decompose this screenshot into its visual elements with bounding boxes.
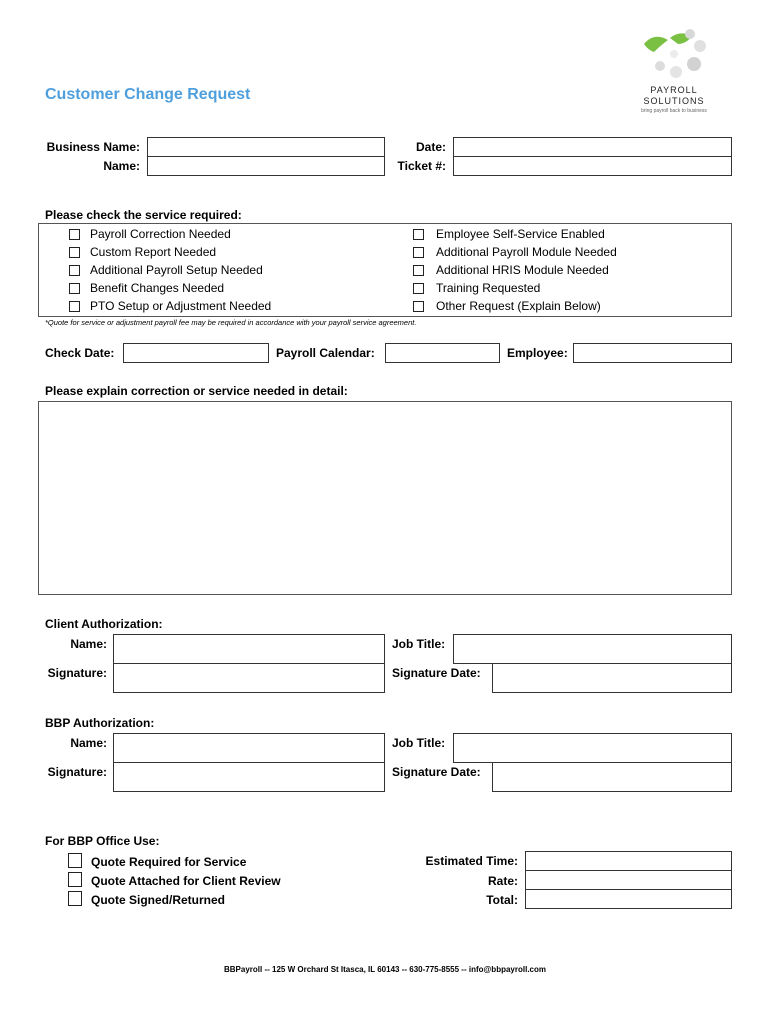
checkbox-benefit-changes[interactable]	[69, 283, 80, 294]
logo-wordmark	[628, 85, 720, 107]
option-employee-self-service: Employee Self-Service Enabled	[436, 227, 605, 241]
checkbox-quote-signed[interactable]	[68, 891, 82, 906]
client-signature-date-label: Signature Date:	[392, 666, 481, 680]
page-title: Customer Change Request	[45, 86, 251, 103]
name-field[interactable]	[147, 156, 385, 176]
checkbox-training-requested[interactable]	[413, 283, 424, 294]
option-custom-report: Custom Report Needed	[90, 245, 217, 259]
option-training-requested: Training Requested	[436, 281, 541, 295]
business-name-label: Business Name:	[46, 140, 140, 154]
checkbox-additional-payroll-module[interactable]	[413, 247, 424, 258]
payroll-calendar-field[interactable]	[385, 343, 500, 363]
name-label: Name:	[103, 159, 140, 173]
checkbox-employee-self-service[interactable]	[413, 229, 424, 240]
date-label: Date:	[415, 140, 446, 154]
option-pto-setup: PTO Setup or Adjustment Needed	[90, 299, 272, 313]
rate-label: Rate:	[487, 874, 518, 888]
logo-icon	[640, 22, 712, 84]
ticket-label: Ticket #:	[397, 159, 446, 173]
total-field[interactable]	[525, 889, 732, 909]
business-name-field[interactable]	[147, 137, 385, 157]
logo-line1: PAYROLL	[650, 85, 698, 95]
client-name-field[interactable]	[113, 634, 385, 664]
option-quote-required: Quote Required for Service	[91, 855, 247, 869]
client-job-title-field[interactable]	[453, 634, 732, 664]
bbp-name-field[interactable]	[113, 733, 385, 763]
client-signature-field[interactable]	[113, 663, 385, 693]
bbp-job-title-field[interactable]	[453, 733, 732, 763]
estimated-time-label: Estimated Time:	[425, 854, 518, 868]
option-payroll-correction: Payroll Correction Needed	[90, 227, 231, 241]
client-auth-heading: Client Authorization:	[45, 617, 163, 631]
checkbox-quote-required[interactable]	[68, 853, 82, 868]
bbp-job-title-label: Job Title:	[392, 736, 446, 750]
explain-label: Please explain correction or service needed in detail:	[45, 384, 348, 398]
bbp-signature-field[interactable]	[113, 762, 385, 792]
estimated-time-field[interactable]	[525, 851, 732, 871]
bbp-auth-heading: BBP Authorization:	[45, 716, 155, 730]
date-field[interactable]	[453, 137, 732, 157]
rate-field[interactable]	[525, 870, 732, 890]
option-quote-attached: Quote Attached for Client Review	[91, 874, 281, 888]
client-signature-label: Signature:	[47, 666, 107, 680]
option-benefit-changes: Benefit Changes Needed	[90, 281, 225, 295]
total-label: Total:	[486, 893, 518, 907]
option-additional-payroll-module: Additional Payroll Module Needed	[436, 245, 617, 259]
employee-label: Employee:	[507, 346, 568, 360]
payroll-calendar-label: Payroll Calendar:	[276, 346, 375, 360]
checkbox-pto-setup[interactable]	[69, 301, 80, 312]
checkbox-additional-payroll-setup[interactable]	[69, 265, 80, 276]
logo-tagline: bring payroll back to business	[641, 108, 707, 114]
bbp-signature-date-label: Signature Date:	[392, 765, 481, 779]
check-date-label: Check Date:	[45, 346, 115, 360]
checkbox-custom-report[interactable]	[69, 247, 80, 258]
option-other-request: Other Request (Explain Below)	[436, 299, 601, 313]
services-heading: Please check the service required:	[45, 208, 242, 222]
check-date-field[interactable]	[123, 343, 269, 363]
quote-note: *Quote for service or adjustment payroll fee may be required in accordance with your payroll service agreement.	[45, 318, 417, 327]
office-use-heading: For BBP Office Use:	[45, 834, 160, 848]
checkbox-payroll-correction[interactable]	[69, 229, 80, 240]
client-job-title-label: Job Title:	[392, 637, 446, 651]
checkbox-additional-hris-module[interactable]	[413, 265, 424, 276]
bbp-signature-date-field[interactable]	[492, 762, 732, 792]
explain-textarea[interactable]	[38, 401, 732, 595]
ticket-field[interactable]	[453, 156, 732, 176]
footer-contact: BBPayroll -- 125 W Orchard St Itasca, IL 60143 -- 630-775-8555 -- info@bbpayroll.com	[224, 965, 546, 974]
logo-line2: SOLUTIONS	[643, 96, 705, 106]
option-quote-signed: Quote Signed/Returned	[91, 893, 226, 907]
client-signature-date-field[interactable]	[492, 663, 732, 693]
checkbox-quote-attached[interactable]	[68, 872, 82, 887]
bbp-signature-label: Signature:	[47, 765, 107, 779]
bbp-name-label: Name:	[70, 736, 107, 750]
client-name-label: Name:	[70, 637, 107, 651]
option-additional-payroll-setup: Additional Payroll Setup Needed	[90, 263, 263, 277]
checkbox-other-request[interactable]	[413, 301, 424, 312]
employee-field[interactable]	[573, 343, 732, 363]
option-additional-hris-module: Additional HRIS Module Needed	[436, 263, 609, 277]
